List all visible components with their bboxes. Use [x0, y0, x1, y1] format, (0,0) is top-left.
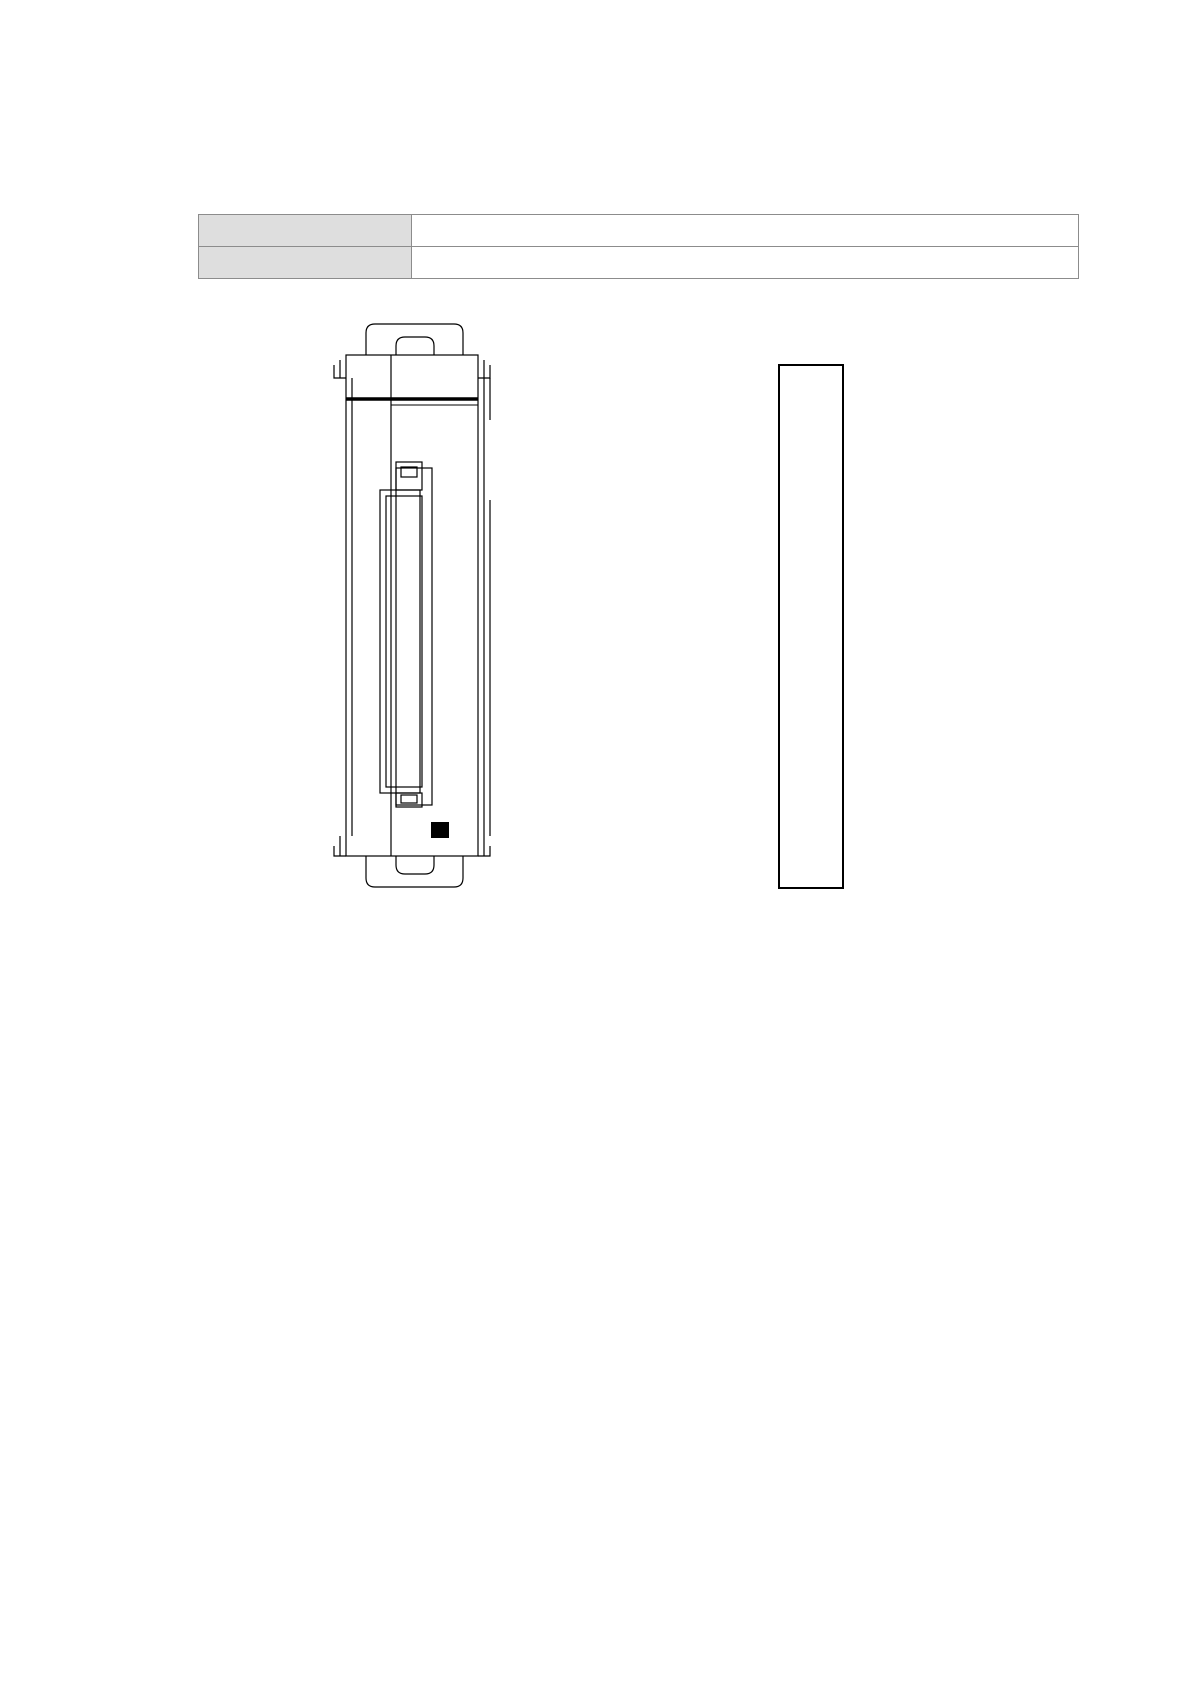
bottom-clip-inner — [396, 856, 434, 874]
bottom-din-clip — [366, 856, 463, 887]
terminal-block — [380, 462, 432, 807]
terminal-strip — [779, 365, 843, 888]
p-badge — [431, 822, 449, 838]
top-clip-inner — [396, 337, 434, 355]
wiring-diagram — [779, 365, 843, 888]
top-din-clip — [366, 324, 463, 355]
module-body — [346, 355, 478, 856]
